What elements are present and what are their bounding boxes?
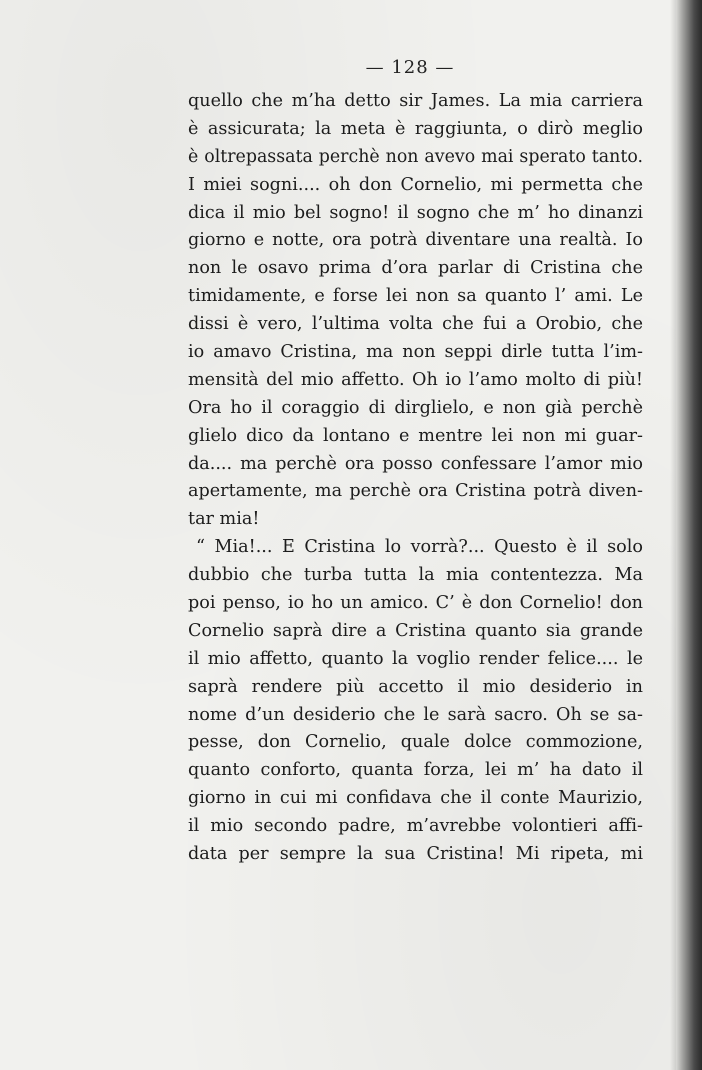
page-gutter <box>676 0 702 1070</box>
text-line: tar mia! <box>188 509 260 530</box>
text-line: io amavo Cristina, ma non seppi dirle tutta l’im- <box>188 342 643 363</box>
body-text <box>188 88 643 869</box>
text-line: “ Mia!... E Cristina lo vorrà?... Questo è il solo <box>196 537 643 558</box>
text-line: Ora ho il coraggio di dirglielo, e non già perchè <box>188 397 643 418</box>
text-line: il mio affetto, quanto la voglio render felice.... le <box>188 648 643 669</box>
text-line: Cornelio saprà dire a Cristina quanto sia grande <box>188 620 643 641</box>
paragraph <box>188 534 643 869</box>
text-line: apertamente, ma perchè ora Cristina potrà diven- <box>188 481 643 502</box>
text-line: non le osavo prima d’ora parlar di Cristina che <box>188 258 643 279</box>
text-line: giorno in cui mi confidava che il conte Maurizio, <box>188 788 643 809</box>
text-line: dubbio che turba tutta la mia contentezza. Ma <box>188 565 643 586</box>
paragraph <box>188 88 643 534</box>
text-line: I miei sogni.... oh don Cornelio, mi permetta che <box>188 174 643 195</box>
text-line: quello che m’ha detto sir James. La mia carriera <box>188 91 643 111</box>
text-line: poi penso, io ho un amico. C’ è don Cornelio! don <box>188 593 643 614</box>
text-line: quanto conforto, quanta forza, lei m’ ha dato il <box>188 760 643 781</box>
text-line: il mio secondo padre, m’avrebbe volontieri affi- <box>188 816 643 837</box>
text-line: mensità del mio affetto. Oh io l’amo molto di più! <box>188 369 643 390</box>
text-line: glielo dico da lontano e mentre lei non mi guar- <box>188 425 643 446</box>
text-line: da.... ma perchè ora posso confessare l’amor mio <box>188 453 643 474</box>
text-line: è assicurata; la meta è raggiunta, o dirò meglio <box>188 118 643 139</box>
text-line: dissi è vero, l’ultima volta che fui a Orobio, che <box>188 314 643 335</box>
text-line: è oltrepassata perchè non avevo mai sperato tanto. <box>188 146 643 167</box>
page-number: — 128 — <box>365 57 455 78</box>
text-line: giorno e notte, ora potrà diventare una realtà. Io <box>188 230 643 251</box>
text-line: saprà rendere più accetto il mio desiderio in <box>188 676 643 697</box>
text-line: nome d’un desiderio che le sarà sacro. Oh se sa- <box>188 704 643 725</box>
text-line: timidamente, e forse lei non sa quanto l’ ami. Le <box>188 286 643 307</box>
text-line: pesse, don Cornelio, quale dolce commozione, <box>188 732 643 753</box>
text-line: dica il mio bel sogno! il sogno che m’ ho dinanzi <box>188 202 643 223</box>
text-line: data per sempre la sua Cristina! Mi ripeta, mi <box>188 844 643 865</box>
